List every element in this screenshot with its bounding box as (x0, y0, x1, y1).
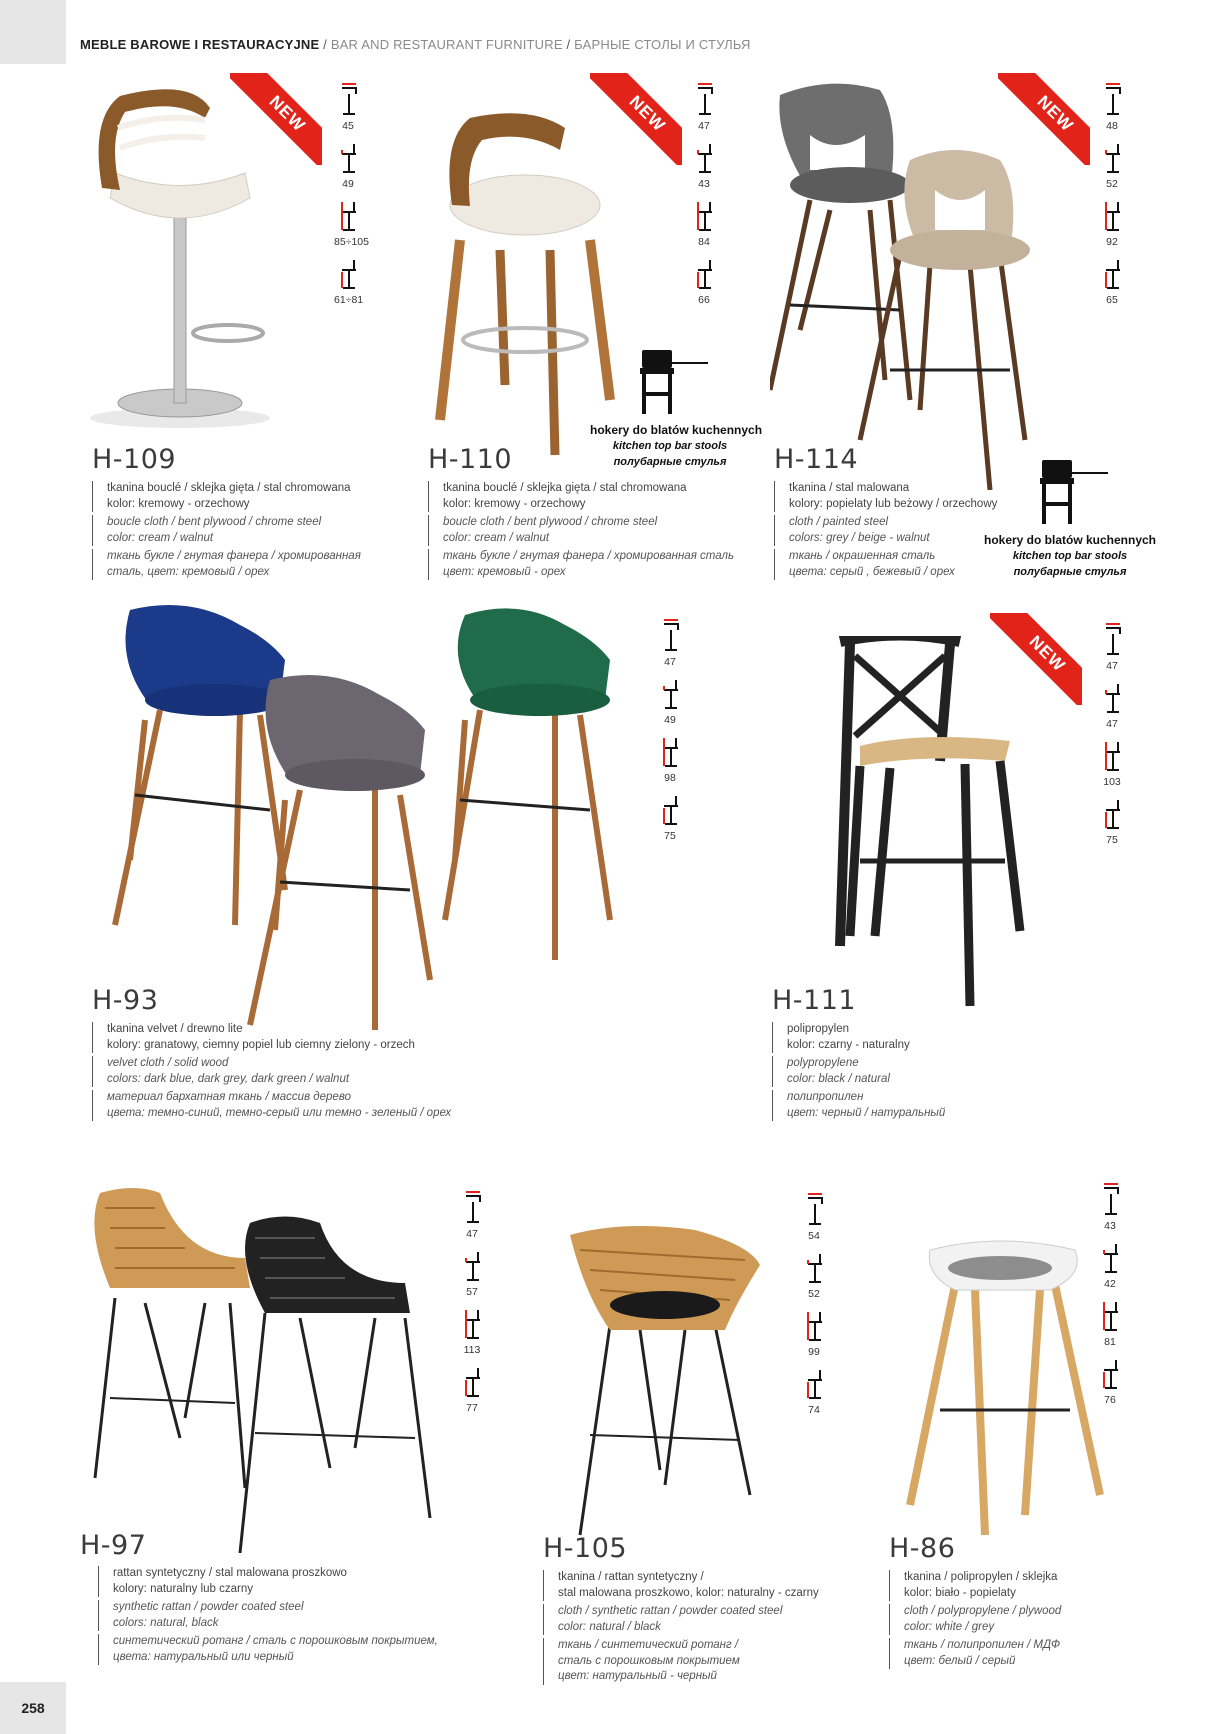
desc-line: color: black / natural (787, 1072, 890, 1085)
desc-line: цвет: кремовый - орех (443, 565, 566, 578)
h105-code: H-105 (543, 1533, 628, 1564)
header-pl: MEBLE BAROWE I RESTAURACYJNE (80, 37, 320, 52)
dim-value: 76 (1104, 1394, 1116, 1406)
page-number: 258 (21, 1700, 45, 1716)
desc-line: tkanina / stal malowana (789, 482, 910, 494)
dim-value: 42 (1104, 1278, 1116, 1290)
seat-width-dim (1098, 622, 1138, 680)
dim-value: 47 (1106, 718, 1118, 730)
h86-photo (900, 1240, 1110, 1540)
dim-value: 75 (1106, 834, 1118, 846)
desc-line: boucle cloth / bent plywood / chrome steel (107, 516, 322, 528)
seat-depth-dim (1098, 680, 1138, 738)
kitchen-label-ru: полубарные стулья (613, 456, 727, 468)
h105-photo (565, 1225, 765, 1565)
h109-code: H-109 (92, 444, 177, 475)
desc-line: cloth / polypropylene / plywood (904, 1605, 1062, 1617)
desc-line: tkanina / polipropylen / sklejka (904, 1571, 1058, 1583)
dim-value: 99 (808, 1346, 820, 1358)
corner-tab (0, 0, 66, 64)
h109-new-badge (230, 73, 322, 165)
desc-line: материал бархатная ткань / массив дерево (107, 1091, 351, 1103)
seat-width-dim (800, 1192, 840, 1250)
h97-description (98, 1566, 438, 1668)
desc-line: цвет: черный / натуральный (787, 1106, 946, 1119)
desc-line: ткань букле / гнутая фанера / хромированная сталь (443, 550, 735, 562)
desc-line: синтетический ротанг / сталь с порошковым покрытием, (113, 1635, 438, 1647)
h93-dimensions (656, 618, 696, 850)
h114-code: H-114 (774, 444, 859, 475)
desc-line: color: white / grey (904, 1620, 995, 1633)
desc-line: color: cream / walnut (107, 531, 214, 544)
desc-line: rattan syntetyczny / stal malowana proszkowo (113, 1567, 347, 1579)
total-height-dim (1098, 738, 1138, 796)
desc-line: ткань / синтетический ротанг / (558, 1639, 739, 1651)
desc-line: цвета: темно-синий, темно-серый или темно - зеленый / орех (107, 1106, 452, 1119)
h93-code: H-93 (92, 985, 159, 1016)
desc-line: tkanina bouclé / sklejka gięta / stal chromowana (443, 482, 687, 494)
dim-value: 49 (342, 178, 354, 190)
dim-value: 43 (1104, 1220, 1116, 1232)
dim-value: 47 (466, 1228, 478, 1240)
desc-line: kolory: popielaty lub beżowy / orzechowy (789, 497, 998, 510)
h86-dimensions (1096, 1182, 1136, 1414)
h97-code: H-97 (80, 1530, 147, 1561)
header-separator: / (562, 37, 575, 52)
h111-dimensions (1098, 622, 1138, 854)
dim-value: 103 (1103, 776, 1121, 788)
h109-dimensions (334, 82, 374, 314)
dim-value: 47 (664, 656, 676, 668)
desc-line: stal malowana proszkowo, kolor: naturalny - czarny (558, 1586, 819, 1599)
h93-photo (110, 600, 650, 1040)
desc-line: kolory: granatowy, ciemny popiel lub ciemny zielony - orzech (107, 1038, 415, 1051)
seat-width-dim (656, 618, 696, 676)
dim-value: 61÷81 (334, 294, 364, 306)
h110-code: H-110 (428, 444, 513, 475)
desc-line: tkanina velvet / drewno lite (107, 1023, 243, 1035)
total-height-dim (1096, 1298, 1136, 1356)
desc-line: цвет: натуральный - черный (558, 1670, 717, 1682)
new-badge-label: NEW (590, 73, 682, 165)
h105-dimensions (800, 1192, 840, 1424)
dim-value: 65 (1106, 294, 1118, 306)
kitchen-label-pl: hokery do blatów kuchennych (590, 423, 763, 437)
h114-description (774, 481, 997, 583)
desc-line: сталь с порошковым покрытием (558, 1654, 740, 1667)
desc-line: сталь, цвет: кремовый / орех (107, 565, 270, 578)
h114-kitchen-stool-note (980, 458, 1160, 580)
seat-depth-dim (334, 140, 374, 198)
dim-value: 74 (808, 1404, 820, 1416)
header-en: BAR AND RESTAURANT FURNITURE (330, 37, 563, 52)
seat-height-dim (690, 256, 730, 314)
kitchen-label-en: kitchen top bar stools (612, 440, 728, 452)
desc-line: полипропилен (787, 1091, 864, 1103)
total-height-dim (334, 198, 374, 256)
seat-depth-dim (458, 1248, 498, 1306)
desc-line: color: cream / walnut (443, 531, 550, 544)
dim-value: 75 (664, 830, 676, 842)
seat-width-dim (1096, 1182, 1136, 1240)
seat-height-dim (1098, 796, 1138, 854)
seat-depth-dim (1096, 1240, 1136, 1298)
h110-new-badge (590, 73, 682, 165)
seat-height-dim (656, 792, 696, 850)
desc-line: kolor: biało - popielaty (904, 1586, 1016, 1599)
desc-line: colors: dark blue, dark grey, dark green / walnut (107, 1072, 350, 1085)
dim-value: 113 (463, 1344, 481, 1356)
desc-line: цвет: белый / серый (904, 1654, 1016, 1667)
header-separator: / (319, 37, 331, 52)
h86-code: H-86 (889, 1533, 956, 1564)
dim-value: 77 (466, 1402, 478, 1414)
h110-description (428, 481, 734, 583)
h97-dimensions (458, 1190, 498, 1422)
total-height-dim (1098, 198, 1138, 256)
seat-height-dim (1098, 256, 1138, 314)
h110-dimensions (690, 82, 730, 314)
total-height-dim (800, 1308, 840, 1366)
dim-value: 85÷105 (334, 236, 369, 248)
seat-depth-dim (690, 140, 730, 198)
dim-value: 54 (808, 1230, 820, 1242)
page-header (80, 37, 751, 52)
h86-description (889, 1570, 1061, 1672)
kitchen-stool-icon (630, 348, 710, 416)
header-ru: БАРНЫЕ СТОЛЫ И СТУЛЬЯ (574, 37, 751, 52)
desc-line: tkanina / rattan syntetyczny / (558, 1571, 704, 1583)
h111-description (772, 1022, 945, 1124)
dim-value: 49 (664, 714, 676, 726)
desc-line: kolor: kremowy - orzechowy (443, 497, 586, 510)
total-height-dim (656, 734, 696, 792)
h110-kitchen-stool-note (590, 348, 763, 470)
kitchen-stool-icon (1030, 458, 1110, 526)
dim-value: 45 (342, 120, 354, 132)
dim-value: 92 (1106, 236, 1118, 248)
desc-line: colors: natural, black (113, 1616, 219, 1629)
h111-new-badge (990, 613, 1082, 705)
total-height-dim (458, 1306, 498, 1364)
desc-line: kolor: czarny - naturalny (787, 1038, 910, 1051)
dim-value: 66 (698, 294, 710, 306)
dim-value: 47 (698, 120, 710, 132)
h109-description (92, 481, 361, 583)
desc-line: color: natural / black (558, 1620, 661, 1633)
dim-value: 43 (698, 178, 710, 190)
dim-value: 81 (1104, 1336, 1116, 1348)
desc-line: polipropylen (787, 1023, 850, 1035)
kitchen-label-ru: полубарные стулья (1013, 566, 1127, 578)
desc-line: цвета: серый , бежевый / орех (789, 565, 955, 578)
seat-height-dim (800, 1366, 840, 1424)
h114-dimensions (1098, 82, 1138, 314)
kitchen-label-pl: hokery do blatów kuchennych (983, 533, 1157, 547)
seat-width-dim (690, 82, 730, 140)
dim-value: 98 (664, 772, 676, 784)
seat-height-dim (1096, 1356, 1136, 1414)
dim-value: 84 (698, 236, 710, 248)
desc-line: kolory: naturalny lub czarny (113, 1582, 253, 1595)
kitchen-label-en: kitchen top bar stools (1012, 550, 1128, 562)
h93-description (92, 1022, 451, 1124)
seat-height-dim (334, 256, 374, 314)
desc-line: polypropylene (787, 1057, 859, 1069)
new-badge-label: NEW (998, 73, 1090, 165)
h114-new-badge (998, 73, 1090, 165)
total-height-dim (690, 198, 730, 256)
desc-line: ткань букле / гнутая фанера / хромированная (107, 550, 361, 562)
desc-line: boucle cloth / bent plywood / chrome steel (443, 516, 658, 528)
h111-code: H-111 (772, 985, 857, 1016)
desc-line: kolor: kremowy - orzechowy (107, 497, 250, 510)
dim-value: 48 (1106, 120, 1118, 132)
desc-line: synthetic rattan / powder coated steel (113, 1601, 304, 1613)
desc-line: цвета: натуральный или черный (113, 1650, 294, 1663)
seat-width-dim (1098, 82, 1138, 140)
h105-description (543, 1570, 819, 1688)
desc-line: tkanina bouclé / sklejka gięta / stal chromowana (107, 482, 351, 494)
seat-width-dim (334, 82, 374, 140)
seat-depth-dim (800, 1250, 840, 1308)
dim-value: 52 (1106, 178, 1118, 190)
new-badge-label: NEW (990, 613, 1082, 705)
desc-line: velvet cloth / solid wood (107, 1057, 229, 1069)
desc-line: ткань / полипропилен / МДФ (904, 1639, 1061, 1651)
seat-height-dim (458, 1364, 498, 1422)
desc-line: ткань / окрашенная сталь (789, 550, 936, 562)
seat-depth-dim (656, 676, 696, 734)
desc-line: colors: grey / beige - walnut (789, 531, 930, 544)
desc-line: cloth / synthetic rattan / powder coated steel (558, 1605, 783, 1617)
dim-value: 57 (466, 1286, 478, 1298)
h97-photo (85, 1188, 455, 1558)
desc-line: cloth / painted steel (789, 516, 889, 528)
dim-value: 47 (1106, 660, 1118, 672)
seat-width-dim (458, 1190, 498, 1248)
seat-depth-dim (1098, 140, 1138, 198)
new-badge-label: NEW (230, 73, 322, 165)
dim-value: 52 (808, 1288, 820, 1300)
